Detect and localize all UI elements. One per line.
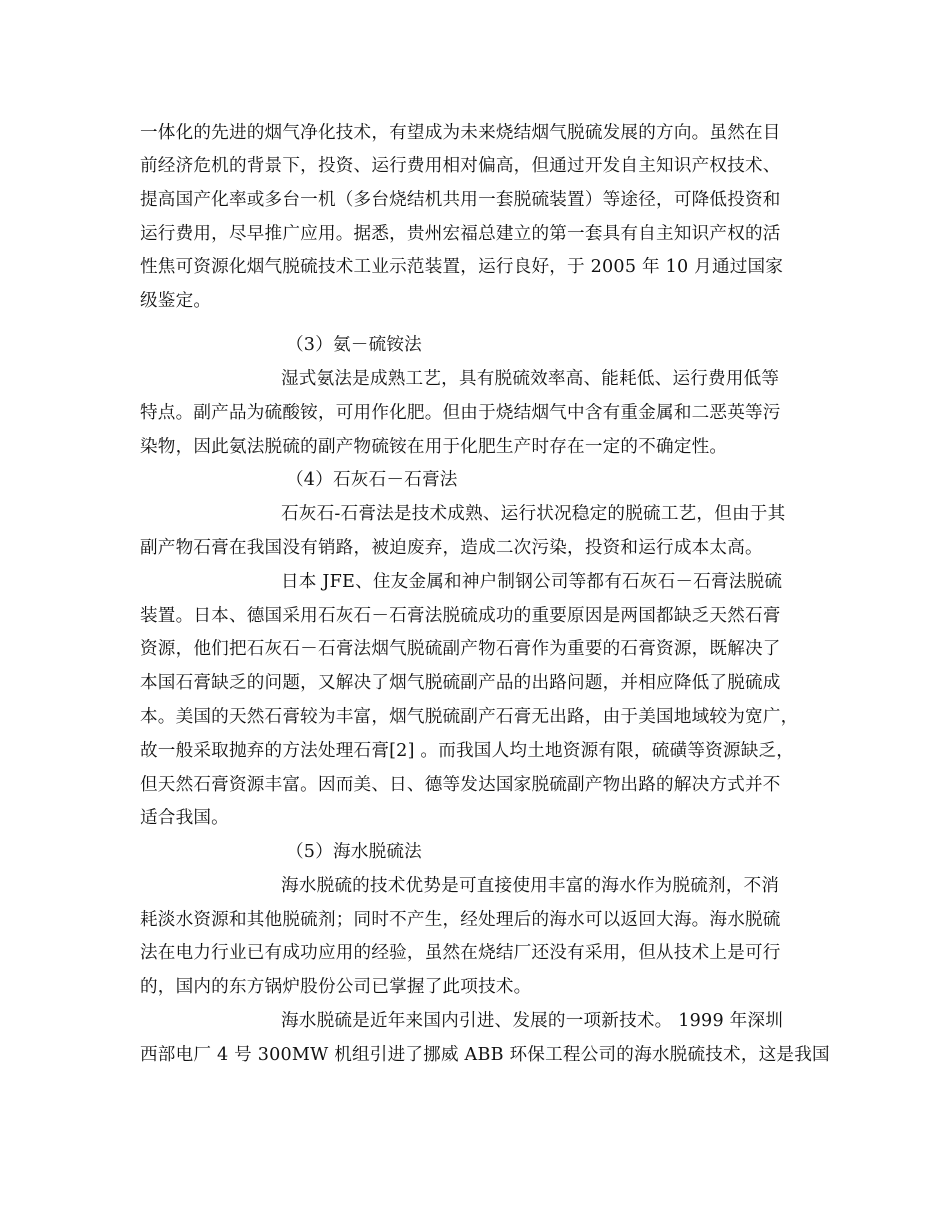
text-line: 提高国产化率或多台一机（多台烧结机共用一套脱硫装置）等途径，可降低投资和 (140, 190, 781, 210)
text-line: 特点。副产品为硫酸铵，可用作化肥。但由于烧结烟气中含有重金属和二恶英等污 (140, 403, 781, 423)
text-line: 湿式氨法是成熟工艺，具有脱硫效率高、能耗低、运行费用低等 (281, 369, 780, 389)
text-line: 本。美国的天然石膏较为丰富，烟气脱硫副产石膏无出路，由于美国地域较为宽广， (140, 707, 799, 727)
text-line: 运行费用，尽早推广应用。据悉，贵州宏福总建立的第一套具有自主知识产权的活 (140, 224, 781, 244)
text-line: 本国石膏缺乏的问题，又解决了烟气脱硫副产品的出路问题，并相应降低了脱硫成 (140, 673, 781, 693)
section-heading: （4）石灰石－石膏法 (286, 470, 458, 490)
text-line: 前经济危机的背景下，投资、运行费用相对偏高，但通过开发自主知识产权技术、 (140, 156, 781, 176)
text-line: 耗淡水资源和其他脱硫剂；同时不产生，经处理后的海水可以返回大海。海水脱硫 (140, 910, 781, 930)
text-line: 海水脱硫是近年来国内引进、发展的一项新技术。 1999 年深圳 (281, 1011, 784, 1031)
text-line: 适合我国。 (140, 808, 229, 828)
text-line: 故一般采取抛弃的方法处理石膏[2] 。而我国人均土地资源有限，硫磺等资源缺乏， (140, 741, 795, 761)
text-line: 但天然石膏资源丰富。因而美、日、德等发达国家脱硫副产物出路的解决方式并不 (140, 775, 781, 795)
text-line: 的，国内的东方锅炉股份公司已掌握了此项技术。 (140, 977, 532, 997)
text-line: 级鉴定。 (140, 291, 212, 311)
text-line: 一体化的先进的烟气净化技术，有望成为未来烧结烟气脱硫发展的方向。虽然在目 (140, 123, 781, 143)
text-line: 染物，因此氨法脱硫的副产物硫铵在用于化肥生产时存在一定的不确定性。 (140, 437, 728, 457)
text-line: 日本 JFE、住友金属和神户制钢公司等都有石灰石－石膏法脱硫 (281, 572, 783, 592)
section-heading: （5）海水脱硫法 (286, 842, 422, 862)
section-heading: （3）氨－硫铵法 (286, 335, 422, 355)
text-line: 性焦可资源化烟气脱硫技术工业示范装置，运行良好，于 2005 年 10 月通过国家 (140, 257, 784, 277)
text-line: 装置。日本、德国采用石灰石－石膏法脱硫成功的重要原因是两国都缺乏天然石膏 (140, 606, 781, 626)
text-line: 法在电力行业已有成功应用的经验，虽然在烧结厂还没有采用，但从技术上是可行 (140, 943, 781, 963)
text-line: 石灰石-石膏法是技术成熟、运行状况稳定的脱硫工艺，但由于其 (281, 504, 786, 524)
text-line: 海水脱硫的技术优势是可直接使用丰富的海水作为脱硫剂，不消 (281, 876, 780, 896)
text-line: 副产物石膏在我国没有销路，被迫废弃，造成二次污染，投资和运行成本太高。 (140, 538, 763, 558)
text-line: 西部电厂 4 号 300MW 机组引进了挪威 ABB 环保工程公司的海水脱硫技术，这是我国 (140, 1045, 830, 1065)
text-line: 资源，他们把石灰石－石膏法烟气脱硫副产物石膏作为重要的石膏资源，既解决了 (140, 639, 781, 659)
